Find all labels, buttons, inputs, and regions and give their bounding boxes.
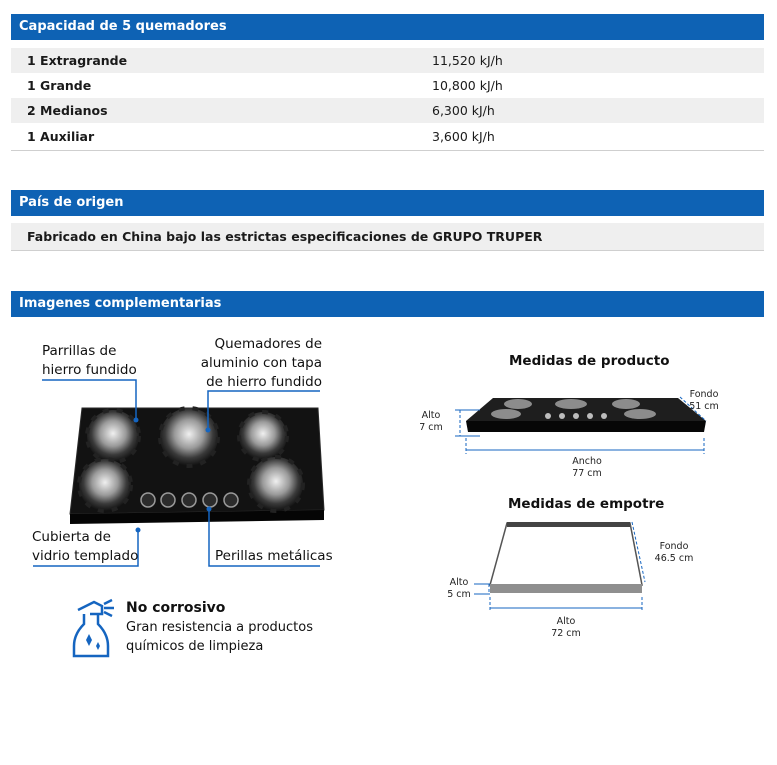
callout-grates <box>42 342 137 380</box>
row-value: 11,520 kJ/h <box>432 53 503 68</box>
corrosion-line: químicos de limpieza <box>126 639 264 654</box>
burner-icon <box>239 412 287 460</box>
product-dims-title: Medidas de producto <box>509 353 670 369</box>
corrosion-text <box>126 618 313 656</box>
cutout-dims-title: Medidas de empotre <box>508 496 665 512</box>
dim-value: 72 cm <box>551 628 581 639</box>
dim-label: Fondo <box>689 389 719 400</box>
callout-line: Parrillas de <box>42 343 117 359</box>
corrosion-title: No corrosivo <box>126 600 226 616</box>
dim-label: Fondo <box>659 541 689 552</box>
callout-glass <box>32 528 138 566</box>
product-height-label <box>414 410 448 434</box>
row-value: 10,800 kJ/h <box>432 78 503 93</box>
row-label: 1 Extragrande <box>27 53 128 68</box>
dim-label: Ancho <box>572 456 602 467</box>
burner-icon <box>79 459 131 511</box>
dim-label: Alto <box>421 410 441 421</box>
callout-line: aluminio con tapa <box>200 355 322 371</box>
product-depth-label <box>682 389 726 413</box>
dim-value: 7 cm <box>419 422 443 433</box>
burner-icon <box>87 410 139 462</box>
callout-line: vidrio templado <box>32 548 139 564</box>
cutout-dimension-drawing <box>490 522 642 593</box>
origin-text: Fabricado en China bajo las estrictas especificaciones de GRUPO TRUPER <box>11 223 764 250</box>
burners-section-header: Capacidad de 5 quemadores <box>11 14 764 40</box>
callout-line: Cubierta de <box>32 529 111 545</box>
row-label: 1 Auxiliar <box>27 129 95 144</box>
dim-value: 5 cm <box>447 589 471 600</box>
product-dimension-drawing <box>466 398 706 432</box>
dim-label: Alto <box>556 616 576 627</box>
dim-value: 46.5 cm <box>654 553 694 564</box>
callout-knobs: Perillas metálicas <box>215 548 333 564</box>
images-section-header: Imagenes complementarias <box>11 291 764 317</box>
callout-line: hierro fundido <box>42 362 137 378</box>
burner-icon <box>160 408 218 466</box>
corrosion-line: Gran resistencia a productos <box>126 620 313 635</box>
spray-bottle-icon <box>74 600 114 656</box>
callout-line: de hierro fundido <box>206 374 322 390</box>
product-width-label <box>565 456 609 480</box>
dim-label: Alto <box>449 577 469 588</box>
cutout-height-label <box>442 577 476 601</box>
row-value: 6,300 kJ/h <box>432 103 495 118</box>
row-label: 2 Medianos <box>27 103 108 118</box>
origin-section-header: País de origen <box>11 190 764 216</box>
cutout-width-label <box>544 616 588 640</box>
burner-icon <box>249 457 303 511</box>
cutout-depth-label <box>652 541 696 565</box>
callout-line: Quemadores de <box>214 336 322 352</box>
dim-value: 51 cm <box>689 401 719 412</box>
dim-value: 77 cm <box>572 468 602 479</box>
row-label: 1 Grande <box>27 78 92 93</box>
row-value: 3,600 kJ/h <box>432 129 495 144</box>
callout-burners <box>200 335 322 392</box>
